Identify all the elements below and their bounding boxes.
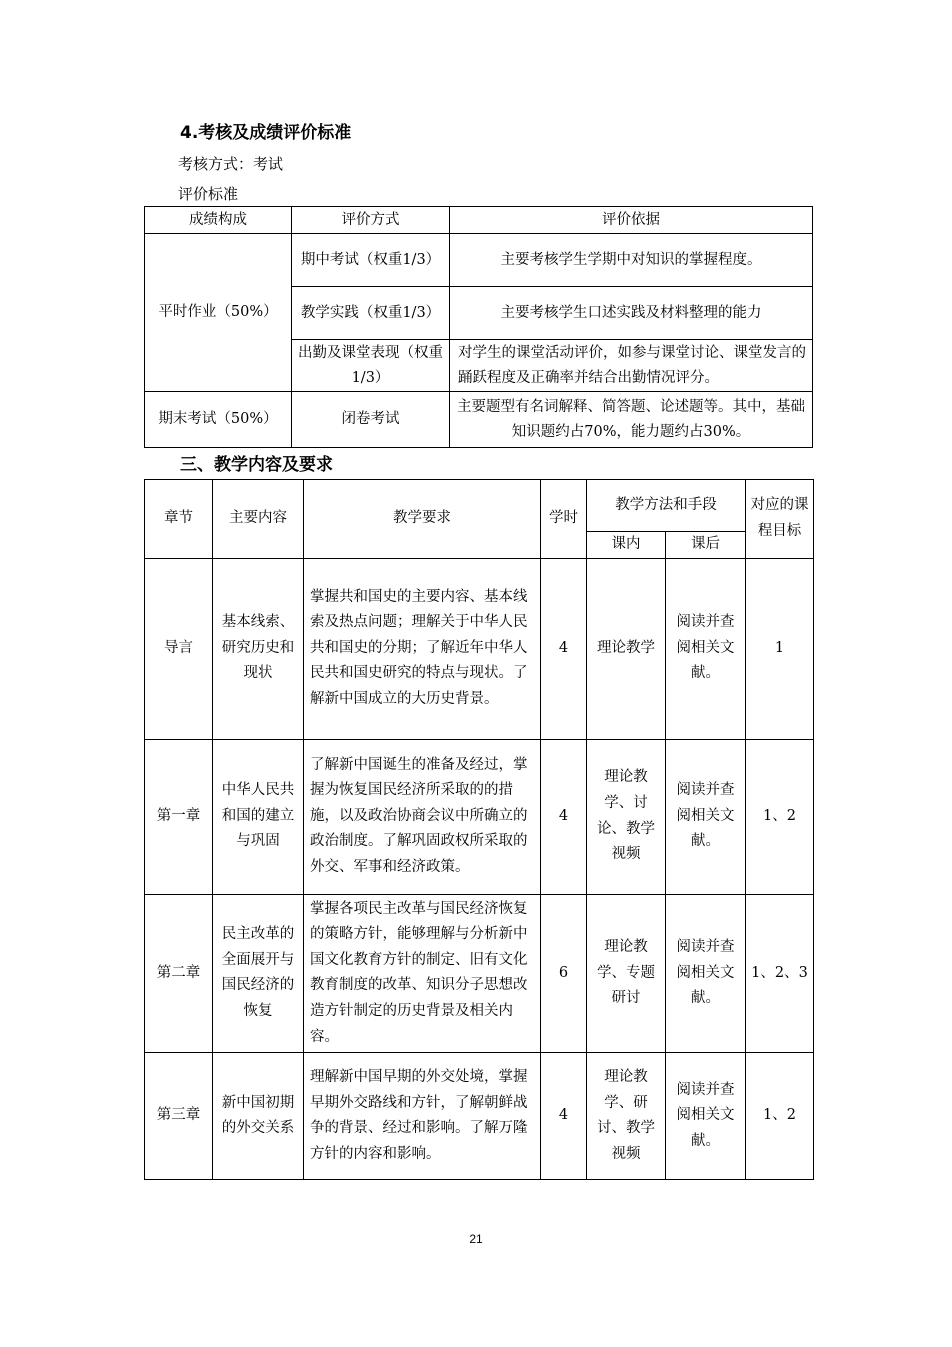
content-heading: 三、教学内容及要求 <box>180 455 333 475</box>
objectives-cell: 1、2 <box>746 739 814 894</box>
regular-component-cell: 平时作业（50%） <box>145 234 292 392</box>
assessment-table <box>144 206 813 448</box>
method-cell: 教学实践（权重1/3） <box>292 287 450 340</box>
header-after-class: 课后 <box>666 532 746 559</box>
method-cell: 期中考试（权重1/3） <box>292 234 450 287</box>
chapter-cell: 第三章 <box>145 1053 213 1180</box>
objectives-cell: 1、2 <box>746 1053 814 1180</box>
page-number: 21 <box>469 1232 483 1246</box>
method-cell: 出勤及课堂表现（权重1/3） <box>292 340 450 392</box>
after-class-cell: 阅读并查阅相关文献。 <box>666 894 746 1053</box>
table-row <box>145 739 814 894</box>
requirement-cell: 了解新中国诞生的准备及经过，掌握为恢复国民经济所采取的的措施，以及政治协商会议中所确立的政治制度。了解巩固政权所采取的外交、军事和经济政策。 <box>304 739 541 894</box>
header-in-class: 课内 <box>587 532 666 559</box>
in-class-cell: 理论教学、研讨、教学视频 <box>587 1053 666 1180</box>
after-class-cell: 阅读并查阅相关文献。 <box>666 1053 746 1180</box>
main-content-cell: 新中国初期的外交关系 <box>213 1053 304 1180</box>
final-component-cell: 期末考试（50%） <box>145 392 292 448</box>
table-row <box>145 558 814 739</box>
header-chapter: 章节 <box>145 480 213 559</box>
table-row <box>145 894 814 1053</box>
header-methods: 教学方法和手段 <box>587 480 746 532</box>
main-content-cell: 中华人民共和国的建立与巩固 <box>213 739 304 894</box>
in-class-cell: 理论教学、专题研讨 <box>587 894 666 1053</box>
assessment-method-line: 考核方式：考试 <box>178 155 284 173</box>
hours-cell: 4 <box>541 558 587 739</box>
chapter-cell: 导言 <box>145 558 213 739</box>
chapter-cell: 第一章 <box>145 739 213 894</box>
chapter-cell: 第二章 <box>145 894 213 1053</box>
header-basis: 评价依据 <box>450 207 813 234</box>
header-hours: 学时 <box>541 480 587 559</box>
basis-cell: 对学生的课堂活动评价，如参与课堂讨论、课堂发言的踊跃程度及正确率并结合出勤情况评分。 <box>450 340 813 392</box>
requirement-cell: 理解新中国早期的外交处境，掌握早期外交路线和方针，了解朝鲜战争的背景、经过和影响。了解万隆方针的内容和影响。 <box>304 1053 541 1180</box>
requirement-cell: 掌握各项民主改革与国民经济恢复的策略方针，能够理解与分析新中国文化教育方针的制定、旧有文化教育制度的改革、知识分子思想改造方针制定的历史背景及相关内容。 <box>304 894 541 1053</box>
basis-cell: 主要考核学生学期中对知识的掌握程度。 <box>450 234 813 287</box>
header-method: 评价方式 <box>292 207 450 234</box>
assessment-heading: 4.考核及成绩评价标准 <box>180 123 352 143</box>
hours-cell: 4 <box>541 739 587 894</box>
after-class-cell: 阅读并查阅相关文献。 <box>666 739 746 894</box>
final-method-cell: 闭卷考试 <box>292 392 450 448</box>
criteria-label: 评价标准 <box>178 185 239 203</box>
table-row <box>145 1053 814 1180</box>
header-main-content: 主要内容 <box>213 480 304 559</box>
hours-cell: 4 <box>541 1053 587 1180</box>
header-component: 成绩构成 <box>145 207 292 234</box>
after-class-cell: 阅读并查阅相关文献。 <box>666 558 746 739</box>
in-class-cell: 理论教学、讨论、教学视频 <box>587 739 666 894</box>
header-objectives: 对应的课程目标 <box>746 480 814 559</box>
objectives-cell: 1 <box>746 558 814 739</box>
main-content-cell: 基本线索、研究历史和现状 <box>213 558 304 739</box>
basis-cell: 主要考核学生口述实践及材料整理的能力 <box>450 287 813 340</box>
objectives-cell: 1、2、3 <box>746 894 814 1053</box>
final-basis-cell: 主要题型有名词解释、简答题、论述题等。其中，基础知识题约占70%，能力题约占30%。 <box>450 392 813 448</box>
teaching-content-table <box>144 479 814 1180</box>
in-class-cell: 理论教学 <box>587 558 666 739</box>
requirement-cell: 掌握共和国史的主要内容、基本线索及热点问题；理解关于中华人民共和国史的分期；了解近年中华人民共和国史研究的特点与现状。了解新中国成立的大历史背景。 <box>304 558 541 739</box>
main-content-cell: 民主改革的全面展开与国民经济的恢复 <box>213 894 304 1053</box>
hours-cell: 6 <box>541 894 587 1053</box>
header-requirement: 教学要求 <box>304 480 541 559</box>
